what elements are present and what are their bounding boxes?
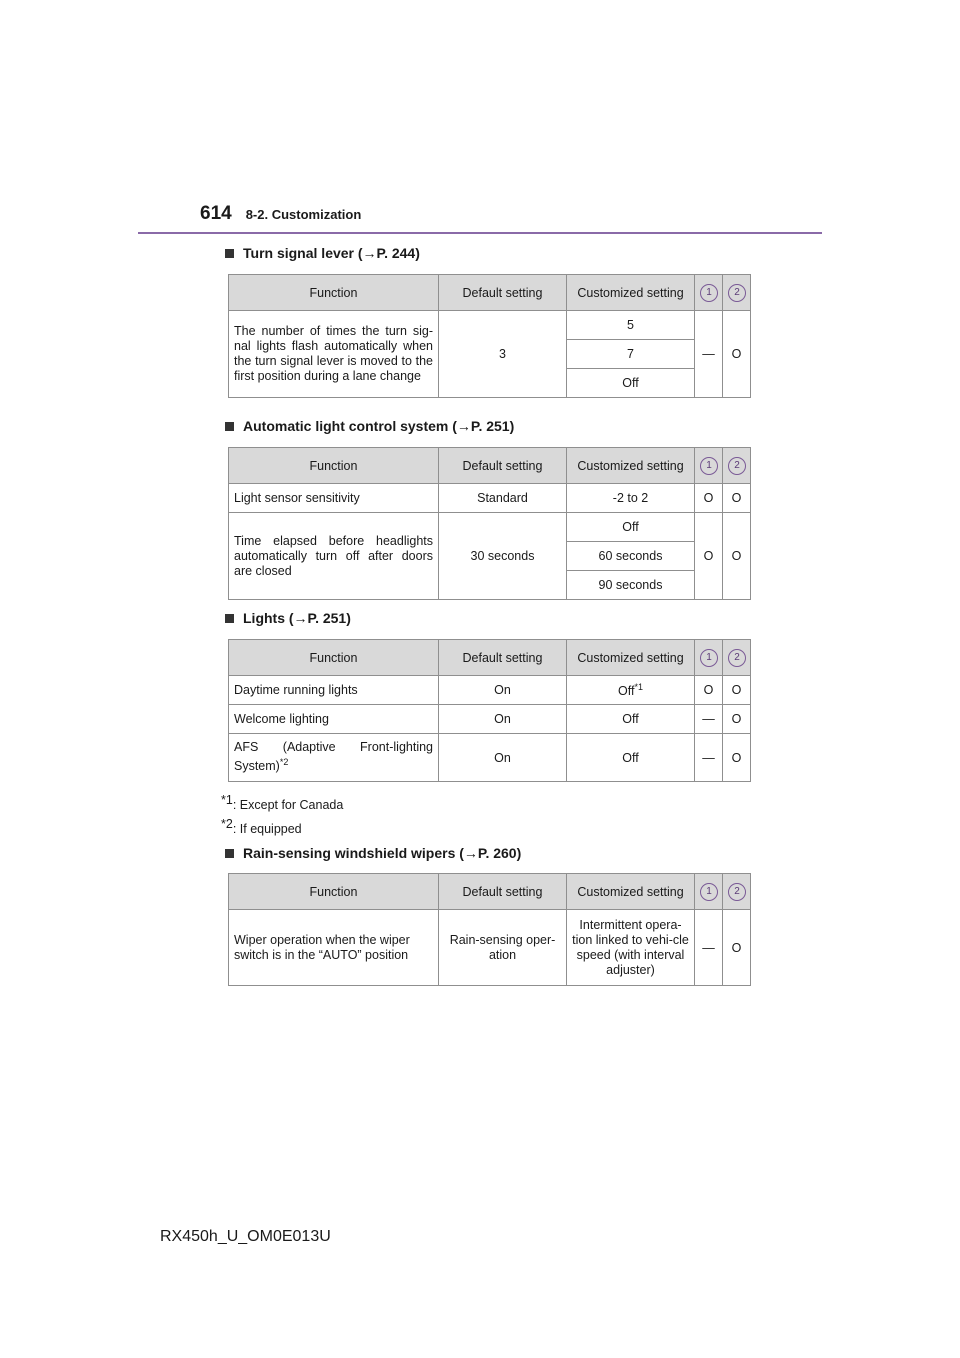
section-heading-auto-light: Automatic light control system (→P. 251) — [225, 418, 514, 434]
function-cell: Wiper operation when the wiper switch is in the “AUTO” position — [229, 910, 439, 986]
default-cell: 30 seconds — [439, 513, 567, 600]
function-cell: Light sensor sensitivity — [229, 484, 439, 513]
default-cell: On — [439, 676, 567, 705]
circled-1-icon: 1 — [700, 649, 718, 667]
col1-cell: O — [695, 513, 723, 600]
footnote-2: $^{*2}$: If equipped — [221, 817, 302, 837]
header-function: Function — [229, 640, 439, 676]
customized-cell: 5 — [567, 311, 695, 340]
customized-cell: Off — [567, 369, 695, 398]
col1-cell: O — [695, 484, 723, 513]
circled-2-icon: 2 — [728, 457, 746, 475]
section-heading-lights: Lights (→P. 251) — [225, 610, 351, 626]
customized-cell: -2 to 2 — [567, 484, 695, 513]
circled-1-icon: 1 — [700, 457, 718, 475]
footnote-1: $^{*1}$: Except for Canada — [221, 793, 344, 813]
circled-2-icon: 2 — [728, 649, 746, 667]
square-bullet-icon — [225, 249, 234, 258]
default-cell: On — [439, 705, 567, 734]
function-cell: AFS (Adaptive Front-lighting System)$^{*2}$ — [229, 734, 439, 782]
function-cell: Time elapsed before headlights automatically turn off after doors are closed — [229, 513, 439, 600]
header-default: Default setting — [439, 448, 567, 484]
table-header-row — [229, 448, 751, 484]
header-default: Default setting — [439, 275, 567, 311]
header-col-1 — [695, 640, 723, 676]
circled-1-icon: 1 — [700, 284, 718, 302]
table-row — [229, 676, 751, 705]
col2-cell: O — [723, 484, 751, 513]
customized-cell: Off — [567, 705, 695, 734]
header-default: Default setting — [439, 640, 567, 676]
table-row — [229, 484, 751, 513]
footnote-mark: *1 — [634, 681, 643, 692]
table-header-row — [229, 640, 751, 676]
table-row — [229, 734, 751, 782]
header-function: Function — [229, 874, 439, 910]
page-header — [200, 203, 361, 225]
table-row — [229, 311, 751, 340]
table-lights — [228, 639, 751, 782]
square-bullet-icon — [225, 849, 234, 858]
col2-cell: O — [723, 705, 751, 734]
col1-cell: — — [695, 734, 723, 782]
header-rule — [138, 232, 822, 234]
col1-cell: — — [695, 910, 723, 986]
header-function: Function — [229, 275, 439, 311]
customized-cell: 7 — [567, 340, 695, 369]
table-turn-signal — [228, 274, 751, 398]
document-code: RX450h_U_OM0E013U — [160, 1228, 331, 1245]
header-col-1 — [695, 275, 723, 311]
section-heading-wipers: Rain-sensing windshield wipers (→P. 260) — [225, 845, 521, 861]
header-col-1 — [695, 874, 723, 910]
header-customized: Customized setting — [567, 640, 695, 676]
col1-cell: — — [695, 311, 723, 398]
customized-cell: Off — [567, 513, 695, 542]
header-col-2 — [723, 275, 751, 311]
customized-cell: Off — [567, 734, 695, 782]
table-wipers — [228, 873, 751, 986]
col2-cell: O — [723, 513, 751, 600]
table-row — [229, 705, 751, 734]
page-number: 614 — [200, 203, 232, 224]
circled-2-icon: 2 — [728, 883, 746, 901]
col1-cell: — — [695, 705, 723, 734]
col2-cell: O — [723, 311, 751, 398]
function-cell: Daytime running lights — [229, 676, 439, 705]
header-default: Default setting — [439, 874, 567, 910]
default-cell: 3 — [439, 311, 567, 398]
header-function: Function — [229, 448, 439, 484]
customized-cell: 60 seconds — [567, 542, 695, 571]
table-header-row — [229, 874, 751, 910]
default-cell: Rain-sensing oper-ation — [439, 910, 567, 986]
customized-cell: Intermittent opera-tion linked to vehi-cle speed (with interval adjuster) — [567, 910, 695, 986]
col2-cell: O — [723, 910, 751, 986]
footnote-mark: *2 — [279, 757, 289, 768]
col2-cell: O — [723, 734, 751, 782]
customized-cell: Off$^{*1}$ — [567, 676, 695, 705]
header-col-1 — [695, 448, 723, 484]
table-header-row — [229, 275, 751, 311]
default-cell: Standard — [439, 484, 567, 513]
circled-2-icon: 2 — [728, 284, 746, 302]
col2-cell: O — [723, 676, 751, 705]
header-customized: Customized setting — [567, 448, 695, 484]
table-auto-light — [228, 447, 751, 600]
header-col-2 — [723, 448, 751, 484]
function-cell: The number of times the turn sig-nal lights flash automatically when the turn signal lever is moved to the first position during a lane change — [229, 311, 439, 398]
header-customized: Customized setting — [567, 275, 695, 311]
function-cell: Welcome lighting — [229, 705, 439, 734]
table-row — [229, 513, 751, 542]
header-customized: Customized setting — [567, 874, 695, 910]
col1-cell: O — [695, 676, 723, 705]
section-label: 8-2. Customization — [245, 207, 362, 222]
square-bullet-icon — [225, 614, 234, 623]
header-col-2 — [723, 874, 751, 910]
circled-1-icon: 1 — [700, 883, 718, 901]
default-cell: On — [439, 734, 567, 782]
square-bullet-icon — [225, 422, 234, 431]
header-col-2 — [723, 640, 751, 676]
customized-cell: 90 seconds — [567, 571, 695, 600]
section-heading-turn-signal: Turn signal lever (→P. 244) — [225, 245, 420, 261]
table-row — [229, 910, 751, 986]
